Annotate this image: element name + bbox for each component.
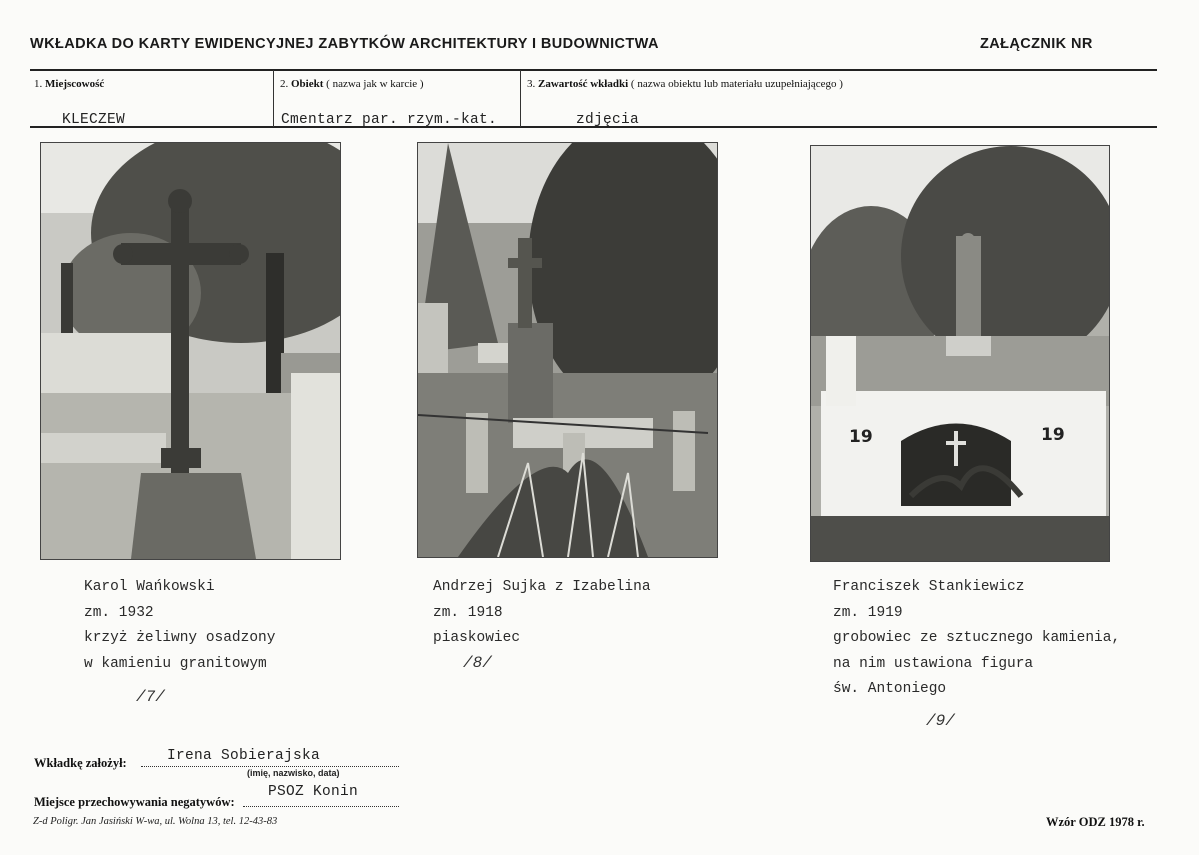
caption-grave-9: Franciszek Stankiewicz zm. 1919 grobowiec ze sztucznego kamienia, na nim ustawiona figura św. Antoniego [833, 579, 1121, 697]
founder-line [141, 766, 399, 767]
header-rule-top [30, 69, 1157, 71]
negatives-line [243, 806, 399, 807]
caption-grave-8: Andrzej Sujka z Izabelina zm. 1918 piaskowiec [433, 579, 651, 646]
appendix-label: ZAŁĄCZNIK NR [980, 36, 1093, 52]
negatives-label: Miejsce przechowywania negatywów: [34, 795, 235, 809]
form-version: Wzór ODZ 1978 r. [1046, 815, 1145, 829]
content-value: zdjęcia [576, 112, 640, 128]
founder-value: Irena Sobierajska [167, 748, 321, 764]
content-label: 3. Zawartość wkładki ( nazwa obiektu lub materiału uzupełniającego ) [527, 78, 843, 90]
object-value: Cmentarz par. rzym.-kat. [281, 112, 498, 128]
field-divider-2 [520, 70, 521, 127]
caption-grave-7: Karol Wańkowski zm. 1932 krzyż żeliwny osadzony w kamieniu granitowym [84, 579, 276, 672]
photo-grave-9 [810, 145, 1110, 562]
sandstone-cross-photo-icon [418, 143, 717, 557]
founder-hint: (imię, nazwisko, data) [247, 768, 340, 778]
cast-iron-cross-photo-icon [41, 143, 340, 559]
photo-grave-8 [417, 142, 718, 558]
photo-number-7: /7/ [136, 688, 165, 706]
tomb-year-right: 19 [1041, 425, 1065, 445]
locality-label: 1. Miejscowość [34, 78, 105, 90]
locality-value: KLECZEW [62, 112, 126, 128]
photo-grave-7 [40, 142, 341, 560]
negatives-value: PSOZ Konin [268, 784, 359, 800]
object-label: 2. Obiekt ( nazwa jak w karcie ) [280, 78, 424, 90]
founder-label: Wkładkę założył: [34, 756, 127, 770]
printer-imprint: Z-d Poligr. Jan Jasiński W-wa, ul. Wolna 13, tel. 12-43-83 [33, 816, 278, 827]
document-title: WKŁADKA DO KARTY EWIDENCYJNEJ ZABYTKÓW ARCHITEKTURY I BUDOWNICTWA [30, 36, 659, 52]
photo-number-8: /8/ [463, 654, 492, 672]
tomb-statue-photo-icon [811, 146, 1109, 561]
field-divider-1 [273, 70, 274, 127]
tomb-year-left: 19 [849, 427, 873, 447]
photo-number-9: /9/ [926, 712, 955, 730]
